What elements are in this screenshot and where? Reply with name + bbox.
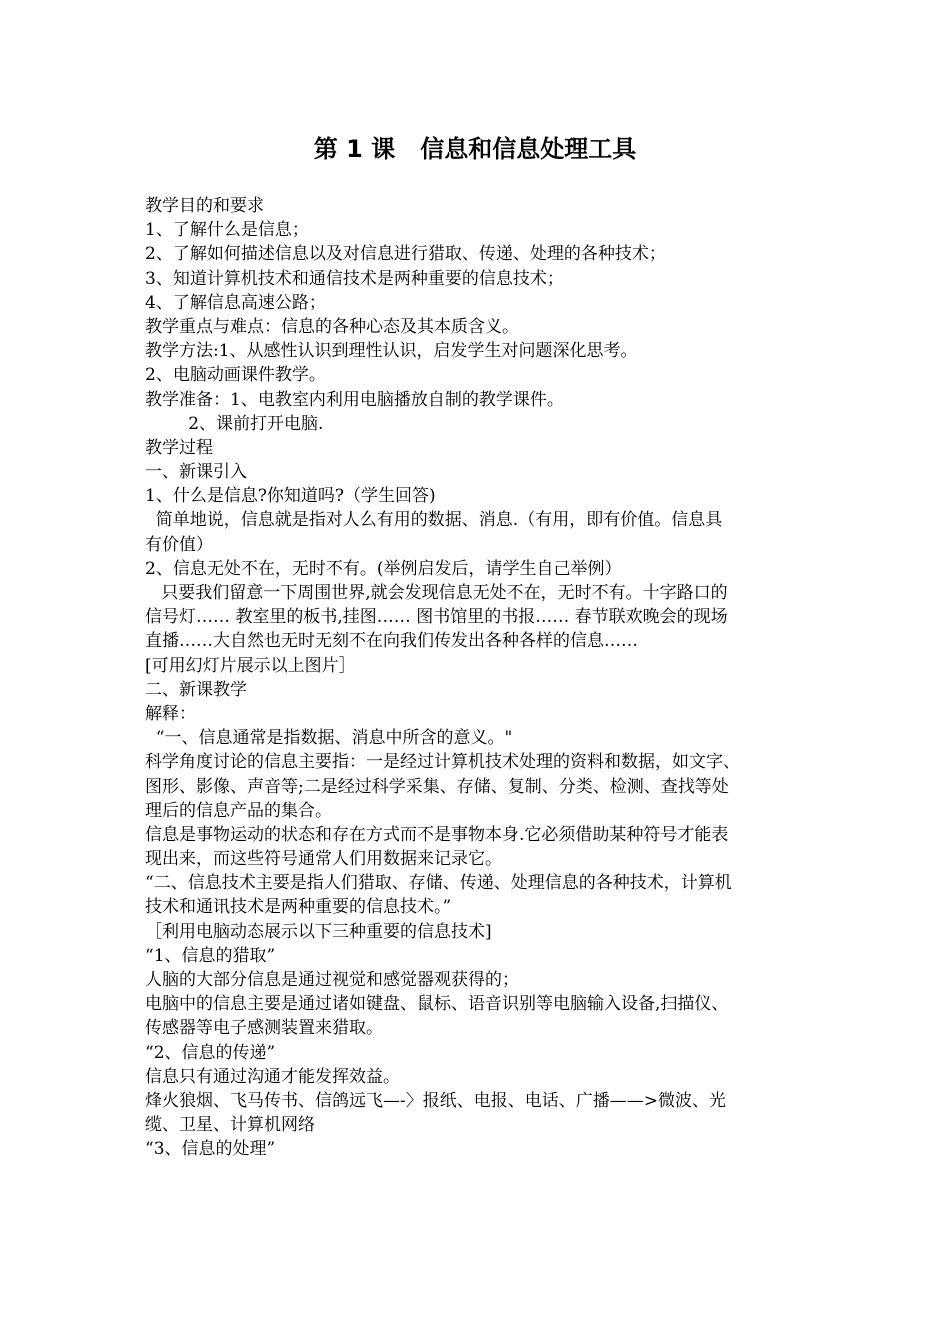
text-line: 人脑的大部分信息是通过视觉和感觉器观获得的； (145, 970, 519, 990)
text-line: 1、了解什么是信息； (145, 220, 309, 241)
text-line: “2、信息的传递” (145, 1042, 276, 1063)
text-line: 3、知道计算机技术和通信技术是两种重要的信息技术； (145, 268, 564, 289)
text-line: 信息是事物运动的状态和存在方式而不是事物本身.它必须借助某种符号才能表 (145, 824, 729, 845)
text-line: [可用幻灯片展示以上图片］ (145, 655, 356, 676)
text-line: 信息只有通过沟通才能发挥效益。 (145, 1066, 400, 1087)
text-line: 2、电脑动画课件教学。 (145, 365, 326, 386)
text-line: 理后的信息产品的集合。 (145, 800, 332, 821)
lesson-body (145, 194, 810, 1162)
text-line: 直播……大自然也无时无刻不在向我们传发出各种各样的信息…… (145, 631, 638, 652)
text-line: 烽火狼烟、飞马传书、信鸽远飞—-〉报纸、电报、电话、广播——>微波、光 (145, 1090, 726, 1111)
text-line: 教学目的和要求 (145, 196, 264, 216)
text-line: 简单地说，信息就是指对人么有用的数据、消息.（有用，即有价值。信息具 (145, 510, 723, 531)
text-line: 图形、影像、声音等;二是经过科学采集、存储、复制、分类、检测、查找等处 (145, 776, 729, 797)
text-line: 教学过程 (145, 437, 213, 458)
text-line: 教学重点与难点：信息的各种心态及其本质含义。 (145, 316, 519, 337)
text-line: “1、信息的猎取” (145, 945, 276, 966)
text-line: 缆、卫星、计算机网络 (145, 1115, 315, 1136)
text-line: 教学准备：1、电教室内利用电脑播放自制的教学课件。 (145, 389, 564, 410)
text-line: 信号灯…… 教室里的板书,挂图…… 图书馆里的书报…… 春节联欢晚会的现场 (145, 607, 728, 628)
text-line: 电脑中的信息主要是通过诸如键盘、鼠标、语音识别等电脑输入设备,扫描仪、 (145, 994, 729, 1015)
text-line: 二、新课教学 (145, 679, 247, 700)
text-line: “一、信息通常是指数据、消息中所含的意义。" (145, 728, 513, 749)
text-line: 解释： (145, 703, 196, 724)
text-line: 4、了解信息高速公路； (145, 292, 326, 313)
text-line: 技术和通讯技术是两种重要的信息技术。” (145, 897, 452, 918)
text-line: ［利用电脑动态展示以下三种重要的信息技术] (145, 921, 492, 942)
text-line: 传感器等电子感测装置来猎取。 (145, 1018, 383, 1039)
text-line: 1、什么是信息?你知道吗?（学生回答) (145, 486, 436, 507)
text-line: 一、新课引入 (145, 462, 247, 483)
text-line: 2、课前打开电脑. (145, 413, 324, 434)
text-line: “二、信息技术主要是指人们猎取、存储、传递、处理信息的各种技术，计算机 (145, 873, 732, 894)
lesson-title: 第 1 课 信息和信息处理工具 (313, 135, 637, 163)
text-line: 2、信息无处不在，无时不有。(举例启发后，请学生自己举例） (145, 558, 622, 579)
text-line: 现出来，而这些符号通常人们用数据来记录它。 (145, 849, 502, 870)
text-line: “3、信息的处理” (145, 1139, 276, 1160)
text-line: 2、了解如何描述信息以及对信息进行猎取、传递、处理的各种技术； (145, 244, 666, 265)
text-line: 科学角度讨论的信息主要指：一是经过计算机技术处理的资料和数据，如文字、 (145, 752, 740, 773)
text-line: 只要我们留意一下周围世界,就会发现信息无处不在，无时不有。十字路口的 (145, 583, 728, 603)
text-line: 有价值） (145, 534, 213, 555)
text-line: 教学方法:1、从感性认识到理性认识，启发学生对问题深化思考。 (145, 341, 638, 362)
